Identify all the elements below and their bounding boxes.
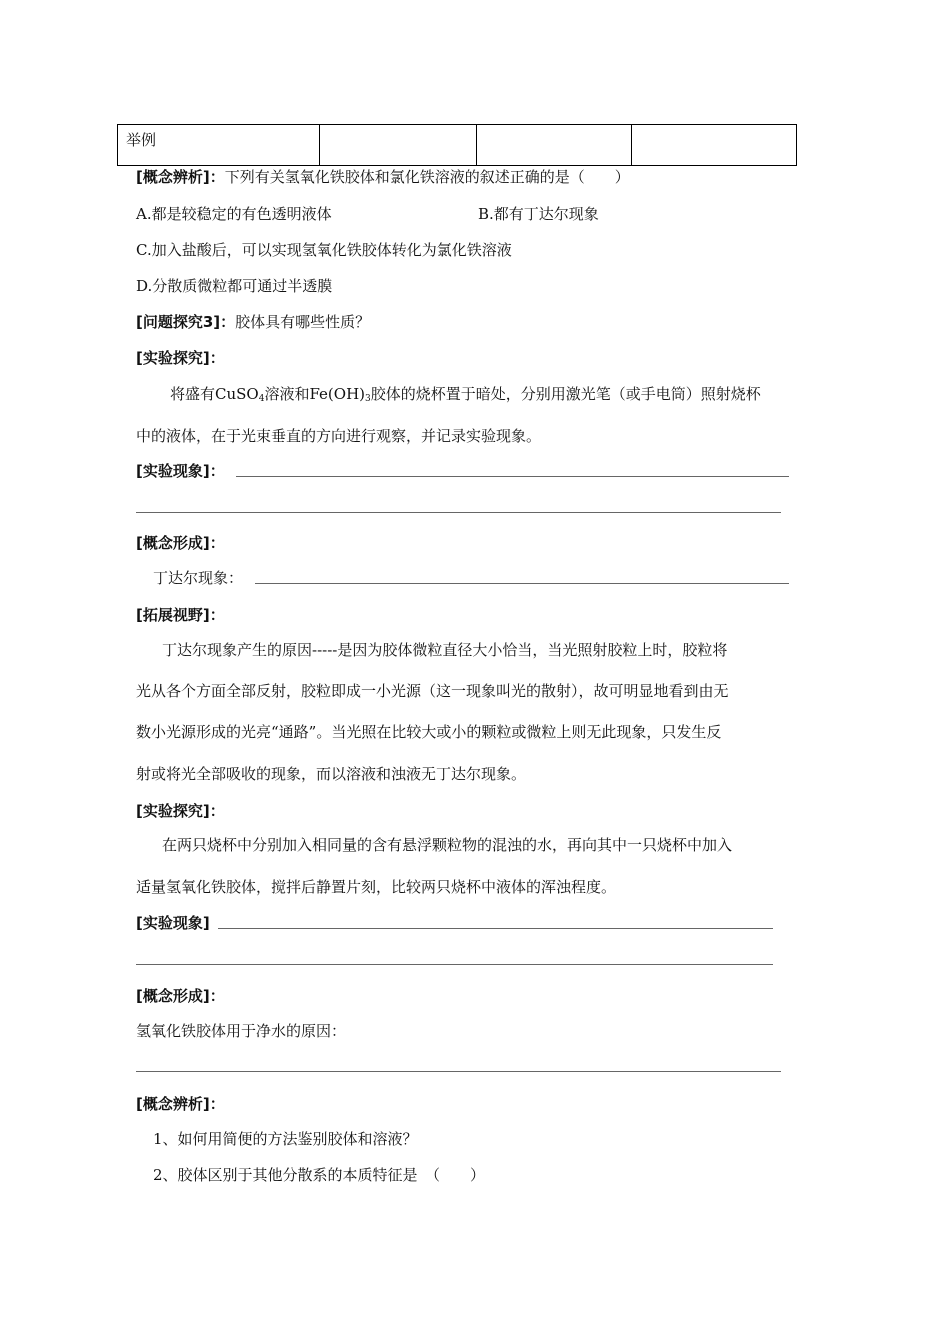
option-b: B.都有丁达尔现象 xyxy=(478,205,599,223)
question-2: 2、胶体区别于其他分散系的本质特征是 （ ） xyxy=(153,1166,486,1184)
phenomenon-heading: [实验现象]： xyxy=(136,462,225,480)
table-row-label: 举例 xyxy=(118,125,320,166)
experiment-heading: [实验探究]： xyxy=(136,349,225,367)
table-cell xyxy=(632,125,797,166)
option-c: C.加入盐酸后，可以实现氢氧化铁胶体转化为氯化铁溶液 xyxy=(136,241,512,259)
paragraph-line: 在两只烧杯中分别加入相同量的含有悬浮颗粒物的混浊的水，再向其中一只烧杯中加入 xyxy=(162,836,733,854)
paragraph-line: 中的液体，在于光束垂直的方向进行观察，并记录实验现象。 xyxy=(136,427,542,445)
paragraph-line: 丁达尔现象产生的原因-----是因为胶体微粒直径大小恰当，当光照射胶粒上时，胶粒将 xyxy=(162,641,728,659)
answer-line xyxy=(136,512,781,513)
question-1: 1、如何用简便的方法鉴别胶体和溶液？ xyxy=(153,1130,418,1148)
option-d: D.分散质微粒都可通过半透膜 xyxy=(136,277,333,295)
paragraph-line: 适量氢氧化铁胶体，搅拌后静置片刻，比较两只烧杯中液体的浑浊程度。 xyxy=(136,878,617,896)
concept-analysis-heading: [概念辨析]： xyxy=(136,1095,225,1113)
answer-line xyxy=(236,476,789,477)
text-run: 溶液和Fe(OH) xyxy=(264,385,366,403)
answer-line xyxy=(255,583,789,584)
subscript: 4 xyxy=(258,394,265,404)
paragraph-line: 数小光源形成的光亮“通路”。当光照在比较大或小的颗粒或微粒上则无此现象，只发生反 xyxy=(136,723,722,741)
table-cell xyxy=(477,125,632,166)
table-row xyxy=(118,125,797,166)
question-text: 胶体具有哪些性质？ xyxy=(235,313,371,331)
answer-line xyxy=(136,964,773,965)
text-run: 将盛有CuSO xyxy=(170,385,259,403)
question-text: 下列有关氢氧化铁胶体和氯化铁溶液的叙述正确的是（ ） xyxy=(224,168,630,186)
answer-line xyxy=(218,928,773,929)
subscript: 3 xyxy=(365,394,371,404)
example-table xyxy=(117,124,797,166)
problem-inquiry-3 xyxy=(136,311,370,332)
concept-analysis-question xyxy=(136,166,630,187)
paragraph-line: 射或将光全部吸收的现象，而以溶液和浊液无丁达尔现象。 xyxy=(136,765,527,783)
paragraph-line: 光从各个方面全部反射，胶粒即成一小光源（这一现象叫光的散射），故可明显地看到由无 xyxy=(136,682,729,700)
concept-text: 氢氧化铁胶体用于净水的原因： xyxy=(136,1022,347,1040)
section-heading: [问题探究3]： xyxy=(136,313,236,331)
phenomenon-heading: [实验现象] xyxy=(136,914,210,932)
experiment-heading: [实验探究]： xyxy=(136,802,225,820)
table-cell xyxy=(320,125,477,166)
section-heading: [概念辨析]： xyxy=(136,168,225,186)
concept-formation-heading: [概念形成]： xyxy=(136,534,225,552)
tyndall-label: 丁达尔现象： xyxy=(153,569,244,587)
text-run: 胶体的烧杯置于暗处，分别用激光笔（或手电筒）照射烧杯 xyxy=(370,385,761,403)
paragraph-line xyxy=(170,383,761,404)
option-a: A.都是较稳定的有色透明液体 xyxy=(136,205,332,223)
concept-formation-heading: [概念形成]： xyxy=(136,987,225,1005)
answer-line xyxy=(136,1071,781,1072)
extended-vision-heading: [拓展视野]： xyxy=(136,606,225,624)
